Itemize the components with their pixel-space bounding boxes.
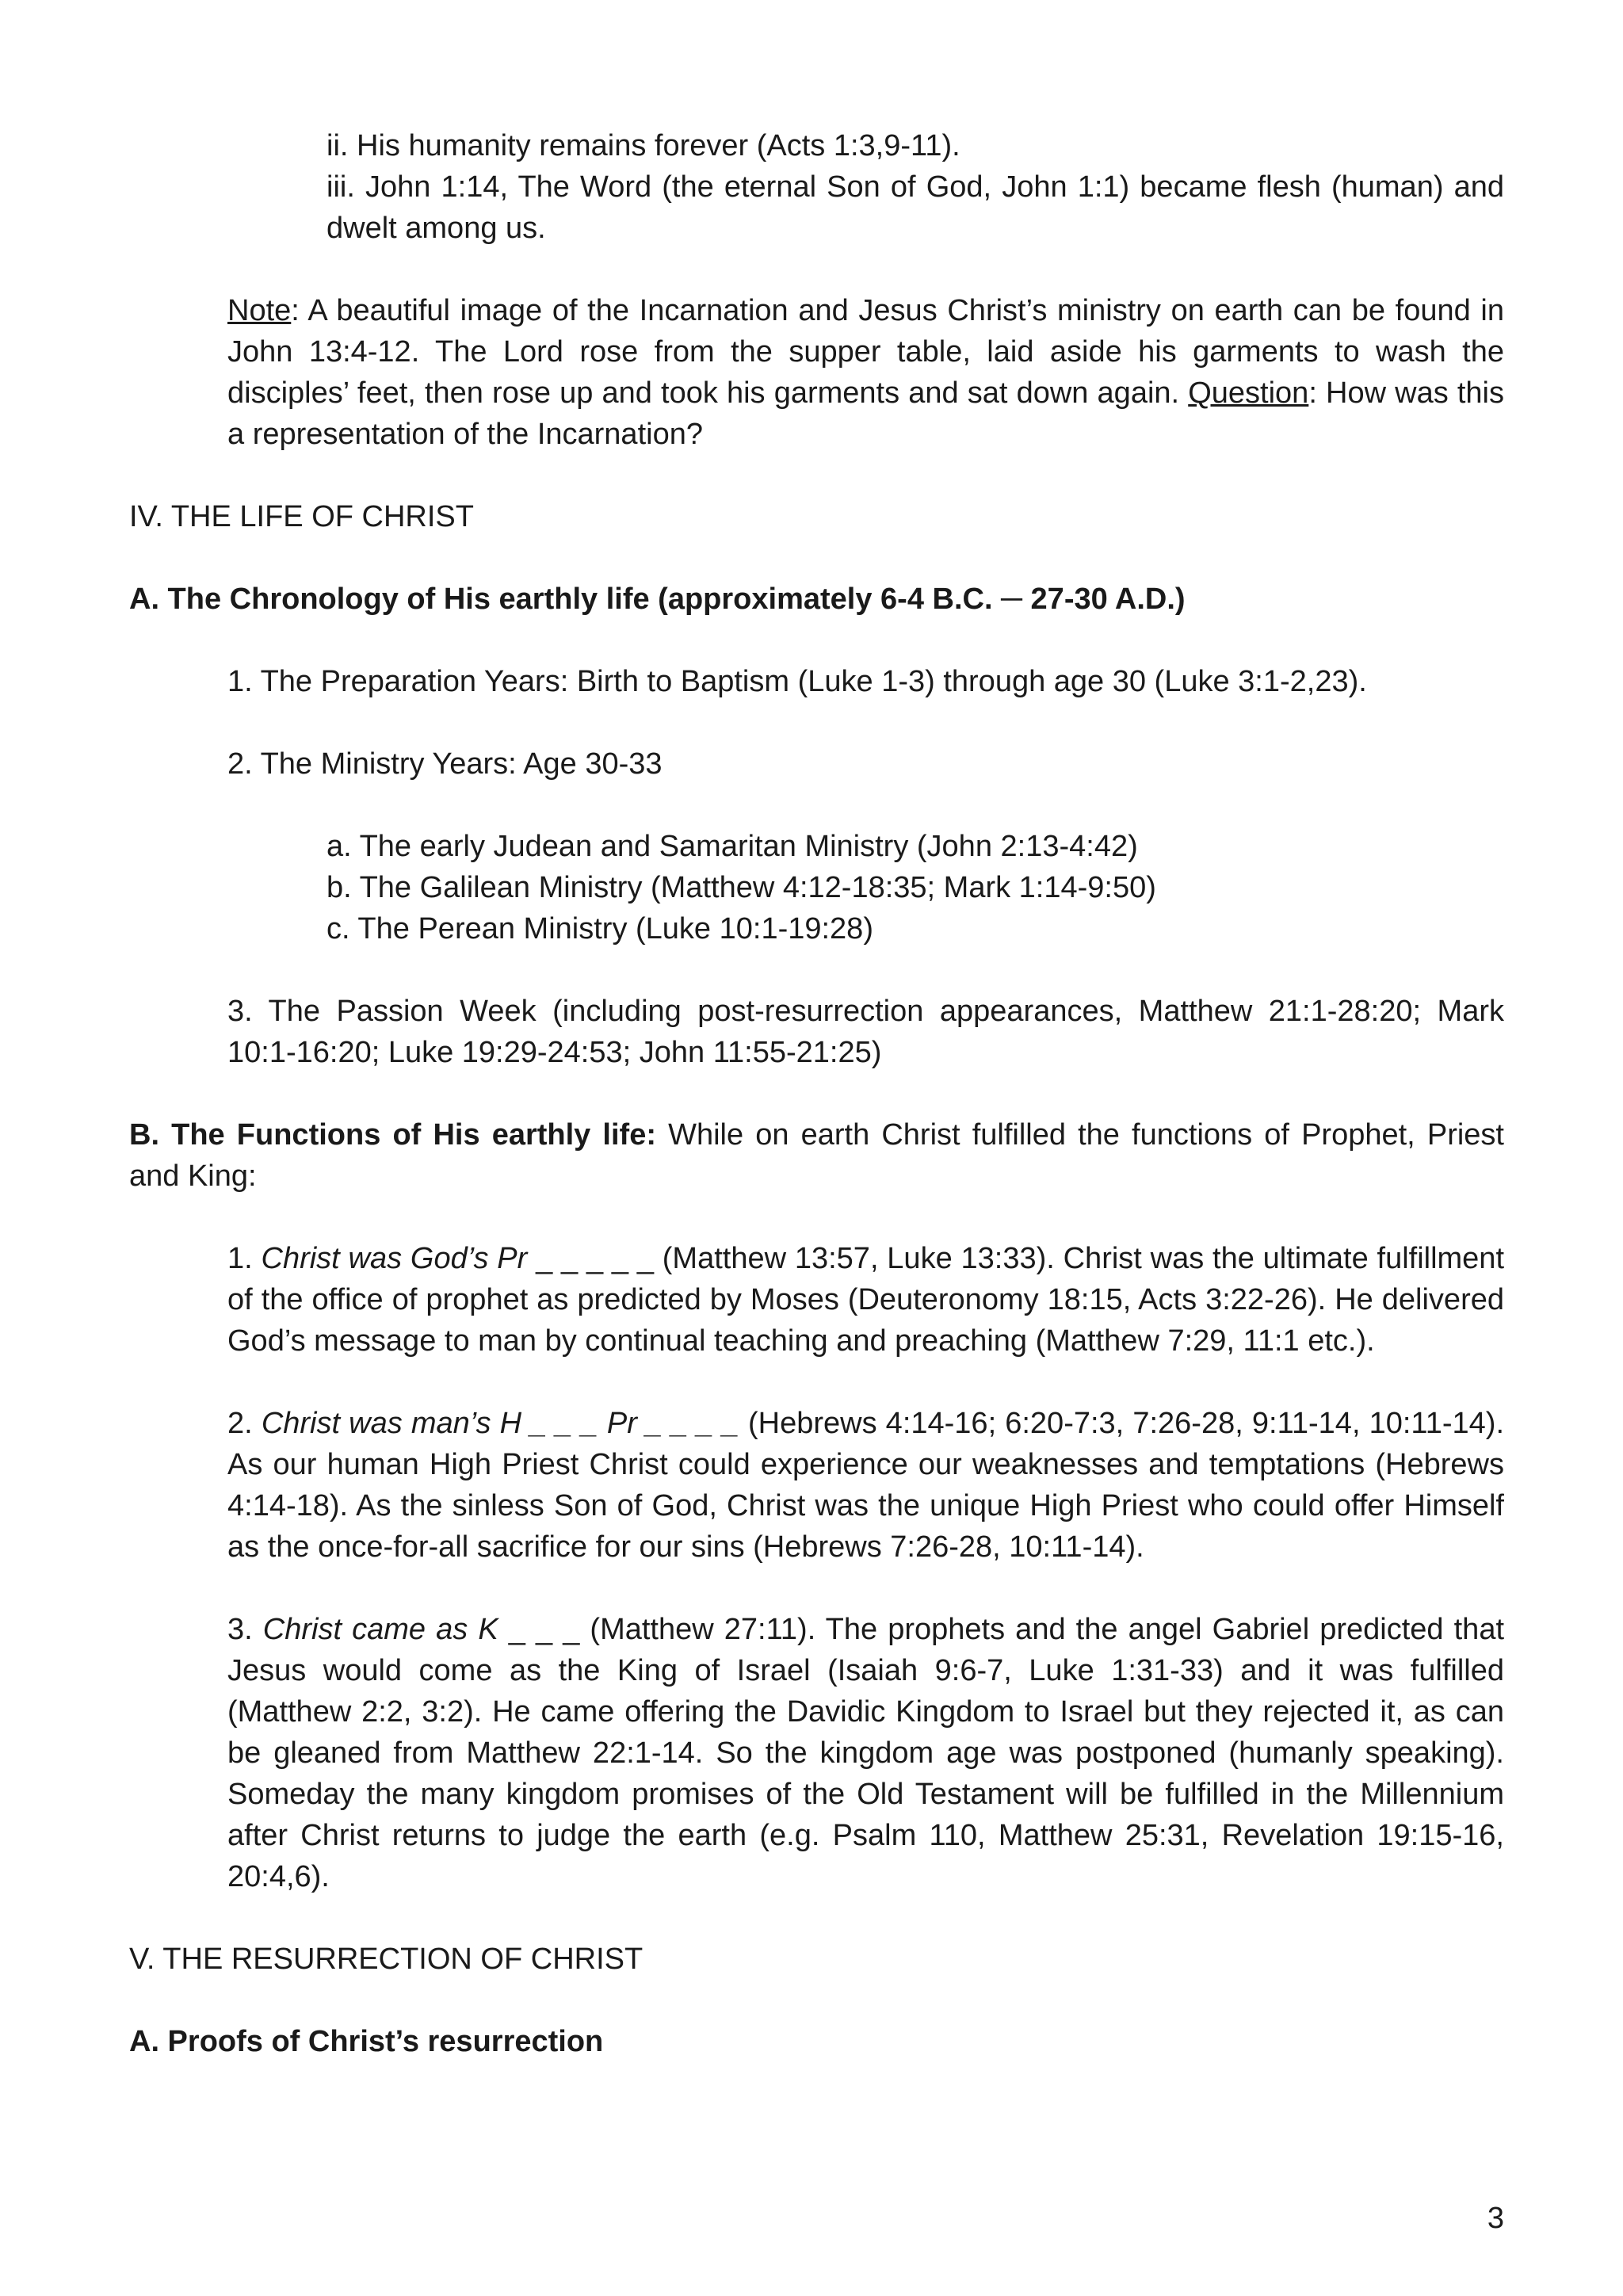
list-item-ii: ii. His humanity remains forever (Acts 1:3,9-11). — [327, 129, 960, 162]
chronology-heading: A. The Chronology of His earthly life (approximately 6-4 B.C. ─ 27-30 A.D.) — [129, 583, 1186, 616]
chronology-item-2: 2. The Ministry Years: Age 30-33 — [227, 747, 663, 781]
section-iv-heading: IV. THE LIFE OF CHRIST — [129, 500, 474, 533]
question-text: : How was this a representation of the Incarnation? — [227, 376, 1504, 451]
question-label: Question — [1188, 376, 1309, 410]
note-label: Note — [227, 294, 292, 327]
ministry-item-a: a. The early Judean and Samaritan Ministry (John 2:13-4:42) — [327, 830, 1138, 863]
ministry-item-b: b. The Galilean Ministry (Matthew 4:12-18:35; Mark 1:14-9:50) — [327, 871, 1156, 904]
list-item-iii: iii. John 1:14, The Word (the eternal Son of God, John 1:1) became flesh (human) and dwelt among us. — [327, 170, 1504, 245]
function-prophet: 1. Christ was God’s Pr _ _ _ _ _ (Matthew 13:57, Luke 13:33). Christ was the ultimate fulfillment of the office of prophet as predicted by Moses (Deuteronomy 18:15, Acts 3:22-26). He delivered God’s message to man by continual teaching and preaching (Matthew 7:29, 11:1 etc.). — [227, 1242, 1505, 1358]
ministry-item-c: c. The Perean Ministry (Luke 10:1-19:28) — [327, 912, 873, 946]
function-king: 3. Christ came as K _ _ _ (Matthew 27:11). The prophets and the angel Gabriel predicted that Jesus would come as the King of Israel (Isaiah 9:6-7, Luke 1:31-33) and it was fulfilled (Matthew 2:2, 3:2). He came offering the Davidic Kingdom to Israel but they rejected it, as can be gleaned from Matthew 22:1-14. So the kingdom age was postponed (humanly speaking). Someday the many kingdom promises of the Old Testament will be fulfilled in the Millennium after Christ returns to judge the earth (e.g. Psalm 110, Matthew 25:31, Revelation 19:15-16, 20:4,6). — [227, 1613, 1505, 1893]
function-priest: 2. Christ was man’s H _ _ _ Pr _ _ _ _ (Hebrews 4:14-16; 6:20-7:3, 7:26-28, 9:11-14, 10:11-14). As our human High Priest Christ could experience our weaknesses and temptations (Hebrews 4:14-18). As the sinless Son of God, Christ was the unique High Priest who could offer Himself as the once-for-all sacrifice for our sins (Hebrews 7:26-28, 10:11-14). — [227, 1407, 1505, 1564]
proofs-heading: A. Proofs of Christ’s resurrection — [129, 2025, 604, 2058]
section-v-heading: V. THE RESURRECTION OF CHRIST — [129, 1943, 643, 1976]
functions-intro: While on earth Christ fulfilled the functions of Prophet, Priest and King: — [129, 1118, 1504, 1193]
note-text: : A beautiful image of the Incarnation and Jesus Christ’s ministry on earth can be found in John 13:4-12. The Lord rose from the supper table, laid aside his garments to wash the disciples’ feet, then rose up and took his garments and sat down again. — [227, 294, 1504, 410]
chronology-item-3: 3. The Passion Week (including post-resurrection appearances, Matthew 21:1-28:20; Mark 10:1-16:20; Luke 19:29-24:53; John 11:55-21:25) — [227, 995, 1504, 1069]
functions-heading: B. The Functions of His earthly life: — [129, 1118, 656, 1152]
note-paragraph — [227, 290, 1504, 455]
chronology-item-1: 1. The Preparation Years: Birth to Baptism (Luke 1-3) through age 30 (Luke 3:1-2,23). — [227, 665, 1367, 698]
page-number: 3 — [1487, 2202, 1504, 2235]
document-page — [129, 125, 1504, 2062]
functions-paragraph — [129, 1114, 1504, 1197]
